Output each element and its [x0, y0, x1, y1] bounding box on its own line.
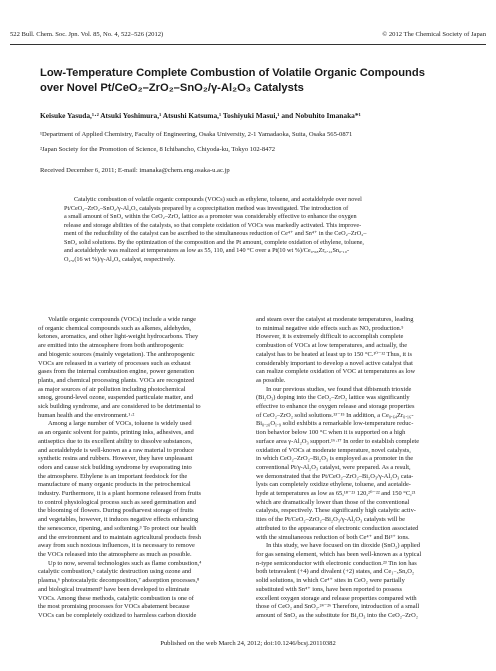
body-text-line: substituted with Sn⁴⁺ ions, have been reported to possess	[256, 585, 403, 593]
body-text-line: catalysts, respectively. These significantly high catalytic activ-	[256, 507, 416, 515]
received-date: Received December 6, 2011; E-mail: imanaka@chem.eng.osaka-u.ac.jp	[40, 167, 230, 174]
body-text-line: solid solutions, in which Ce⁴⁺ sites in CeO₂ were partially	[256, 577, 405, 585]
body-text-line: plants, and chemical processing plants. VOCs are recognized	[38, 376, 195, 384]
body-text-line: VOCs are released in a variety of processes such as exhaust	[38, 359, 191, 367]
body-text-line: n-type semiconductor with electronic conduction.²³ Tin ion has	[256, 559, 417, 567]
body-text-line: as an organic solvent for paints, printing inks, adhesives, and	[38, 429, 194, 437]
body-text-line: in which CeO₂–ZrO₂–Bi₂O₃ is employed as a promoter in the	[256, 455, 414, 463]
body-text-line: gases from the internal combustion engine, power generation	[38, 368, 195, 376]
body-text-line: oxidation of VOCs at moderate temperature, novel catalysts,	[256, 446, 411, 454]
abstract-line: Catalytic combustion of volatile organic compounds (VOCs) such as ethylene, toluene, and acetaldehyde over novel	[74, 196, 362, 203]
body-text-line: human health and the environment.¹·²	[38, 411, 135, 419]
body-text-line: we demonstrated that the Pt/CeO₂–ZrO₂–Bi₂O₃/γ-Al₂O₃ cata-	[256, 472, 414, 480]
body-text-line: smog, ground-level ozone, suspended particulate matter, and	[38, 394, 194, 402]
author-list: Keisuke Yasuda,¹·² Atsuki Yoshimura,¹ Atsushi Katsuma,¹ Toshiyuki Masui,¹ and Nobuhito Imanaka*¹	[40, 111, 361, 120]
body-text-line: Among a large number of VOCs, toluene is widely used	[48, 420, 192, 428]
body-text-line: which are dramatically lower than those of the conventional	[256, 498, 410, 506]
abstract-line: ment of the reducibility of the catalyst can be ascribed to the simultaneous reduction of Ce⁴⁺ and Sn⁴⁺ in the CeO₂–ZrO₂–	[64, 230, 367, 237]
body-text-line: as possible.	[256, 376, 286, 384]
body-text-line: industry. Furthermore, it is a plant hormone released from fruits	[38, 490, 202, 498]
body-text-line: combustion of VOCs at low temperatures, and actually, the	[256, 342, 408, 350]
body-text-line: amount of SnO₂ as the substitute for Bi₂O₃ into the CeO₂–ZrO₂	[256, 611, 419, 619]
body-text-line: and steam over the catalyst at moderate temperatures, leading	[256, 316, 414, 323]
body-text-line: and biological treatment⁹ have been developed to eliminate	[38, 585, 190, 593]
body-text-line: effective to enhance the oxygen release and storage properties	[256, 403, 415, 411]
affiliation-2: ²Japan Society for the Promotion of Science, 8 Ichibancho, Chiyoda-ku, Tokyo 102-8472	[40, 146, 276, 153]
body-text-line: (Bi₂O₃) doping into the CeO₂–ZrO₂ lattice was significantly	[256, 394, 410, 402]
body-left-column	[38, 316, 249, 621]
body-text-line: of organic chemical compounds such as alkenes, aldehydes,	[38, 324, 192, 332]
body-text-line: catalytic combustion,⁵ catalytic destruction using ozone and	[38, 568, 192, 576]
abstract-line: O₂.₀(16 wt %)/γ-Al₂O₃ catalyst, respectively.	[64, 255, 176, 263]
copyright-notice: © 2012 The Chemical Society of Japan	[382, 31, 486, 38]
body-text-line: sick building syndrome, and are considered to be detrimental to	[38, 403, 201, 411]
body-text-line: catalyst has to be heated at least up to 150 °C.¹⁰⁻¹² Thus, it is	[256, 350, 412, 358]
body-text-line: Up to now, several technologies such as flame combustion,⁴	[48, 559, 202, 567]
body-text-line: plasma,⁶ photocatalytic decomposition,⁷ adsorption processes,⁸	[38, 577, 200, 585]
body-text-line: away from such noxious influences, it is necessary to remove	[38, 542, 195, 550]
body-text-line: considerably important to develop a novel active catalyst that	[256, 359, 413, 367]
body-text-line: to control physiological process such as seed germination and	[38, 498, 196, 506]
publication-footer: Published on the web March 24, 2012; doi:10.1246/bcsj.20110382	[160, 640, 336, 647]
body-text-line: as major sources of air pollution including photochemical	[38, 385, 186, 393]
body-text-line: In our previous studies, we found that dibismuth trioxide	[266, 385, 412, 393]
body-text-line: for gas sensing element, which has been well-known as a typical	[256, 550, 422, 558]
body-text-line: both tetravalent (+4) and divalent (+2) states, and Ce₁₋ₓSnₓO₂	[256, 568, 415, 576]
affiliation-1: ¹Department of Applied Chemistry, Faculty of Engineering, Osaka University, 2-1 Yamadaoka, Suita, Osaka 565-0871	[40, 131, 353, 138]
body-text-line: Volatile organic compounds (VOCs) include a wide range	[48, 316, 196, 323]
abstract-line: SnO₂ solid solutions. By the optimization of the composition and the Pt amount, complete oxidation of ethylene, toluene,	[64, 238, 364, 246]
body-text-line: hyde at temperatures as low as 65,¹⁸⁻²¹ 120,²⁰⁻²² and 150 °C,²¹	[256, 490, 416, 498]
body-text-line: with the simultaneous reduction of both Ce⁴⁺ and Bi³⁺ ions.	[256, 533, 410, 541]
body-text-line: attributed to the appearance of electronic conduction associated	[256, 524, 419, 532]
body-text-line: and vegetables, however, it induces negative effects enhancing	[38, 516, 199, 524]
body-text-line: VOCs. Among these methods, catalytic combustion is one of	[38, 594, 194, 602]
body-text-line: ities of the Pt/CeO₂–ZrO₂–Bi₂O₃/γ-Al₂O₃ catalysts will be	[256, 516, 405, 524]
body-text-line: to minimal negative side effects such as NOₓ production.⁵	[256, 324, 404, 332]
journal-citation: 522 Bull. Chem. Soc. Jpn. Vol. 85, No. 4, 522–526 (2012)	[10, 31, 164, 38]
article-title	[40, 66, 480, 95]
body-text-line: VOCs can be completely oxidized to harmless carbon dioxide	[38, 611, 197, 619]
body-text-line: conventional Pt/γ-Al₂O₃ catalyst, were prepared. As a result,	[256, 463, 411, 471]
body-text-line: ketones, aromatics, and other light-weight hydrocarbons. They	[38, 333, 199, 341]
body-text-line: the blooming of flowers. During postharvest storage of fruits	[38, 507, 194, 515]
abstract-line: release and storage abilities of the catalysts, so that complete oxidation of VOCs was markedly activated. This improve-	[64, 221, 362, 229]
body-text-line: and biogenic sources (mainly vegetation). The anthropogenic	[38, 350, 195, 358]
body-text-line: of CeO₂–ZrO₂ solid solutions.¹³⁻¹⁵ In addition, a Ce₀.₆₄Zr₀.₁₆-	[256, 411, 414, 419]
body-text-line: and acetaldehyde is well-known as a raw material to produce	[38, 446, 194, 454]
body-text-line: and the environment and to maintain agricultural products fresh	[38, 533, 201, 541]
body-text-line: are emitted into the atmosphere from both anthropogenic	[38, 342, 184, 350]
body-text-line: synthetic resins and rubbers. However, they have unpleasant	[38, 455, 193, 463]
body-text-line: the most promising processes for VOCs abatement because	[38, 603, 190, 611]
body-text-line: the senescence, ripening, and softening.³ To protect our health	[38, 524, 197, 532]
body-text-line: surface area γ-Al₂O₃ support.¹⁶·¹⁷ In order to establish complete	[256, 437, 420, 445]
body-text-line: the VOCs released into the atmosphere as much as possible.	[38, 550, 192, 558]
body-text-line: antiseptics due to its excellent ability to dissolve substances,	[38, 437, 193, 445]
body-text-line: lysts can completely oxidize ethylene, toluene, and acetalde-	[256, 481, 411, 489]
body-text-line: odors and cause sick building syndrome by evaporating into	[38, 463, 192, 471]
title-line: over Novel Pt/CeO₂–ZrO₂–SnO₂/γ-Al₂O₃ Catalysts	[40, 81, 304, 94]
header-rule	[10, 44, 486, 45]
body-text-line: the atmosphere. Ethylene is an important feedstock for the	[38, 472, 188, 480]
abstract-line: and acetaldehyde was realized at temperatures as low as 55, 110, and 140 °C over a Pt(10 wt %)/Ce₀.₆₈Zr₀.₁₂Sn₀.₁₀-	[64, 247, 350, 254]
body-text-line: excellent oxygen storage and release properties compared with	[256, 594, 417, 602]
abstract-line: a small amount of SnO₂ within the CeO₂–ZrO₂ lattice as a promoter was considerably effective to enhance the oxygen	[64, 213, 357, 220]
body-text-line: tion behavior below 100 °C when it is supported on a high	[256, 429, 406, 437]
title-line: Low-Temperature Complete Combustion of Volatile Organic Compounds	[40, 67, 425, 79]
body-text-line: In this study, we have focused on tin dioxide (SnO₂) applied	[266, 542, 420, 550]
abstract	[64, 196, 444, 264]
body-text-line: can realize complete oxidation of VOC at temperatures as low	[256, 368, 416, 376]
body-text-line: Bi₀.₂₀O₁.₉ solid exhibits a remarkable low-temperature reduc-	[256, 420, 414, 428]
body-text-line: However, it is extremely difficult to accomplish complete	[256, 333, 404, 341]
body-right-column	[256, 316, 467, 621]
body-text-line: manufacture of many organic products in the petrochemical	[38, 481, 191, 489]
abstract-line: Pt/CeO₂–ZrO₂–SnO₂/γ-Al₂O₃ catalysts prepared by a coprecipitation method was investigated. The introduction of	[64, 204, 349, 212]
body-text-line: those of CeO₂ and SnO₂.²⁴⁻²⁶ Therefore, introduction of a small	[256, 603, 420, 611]
